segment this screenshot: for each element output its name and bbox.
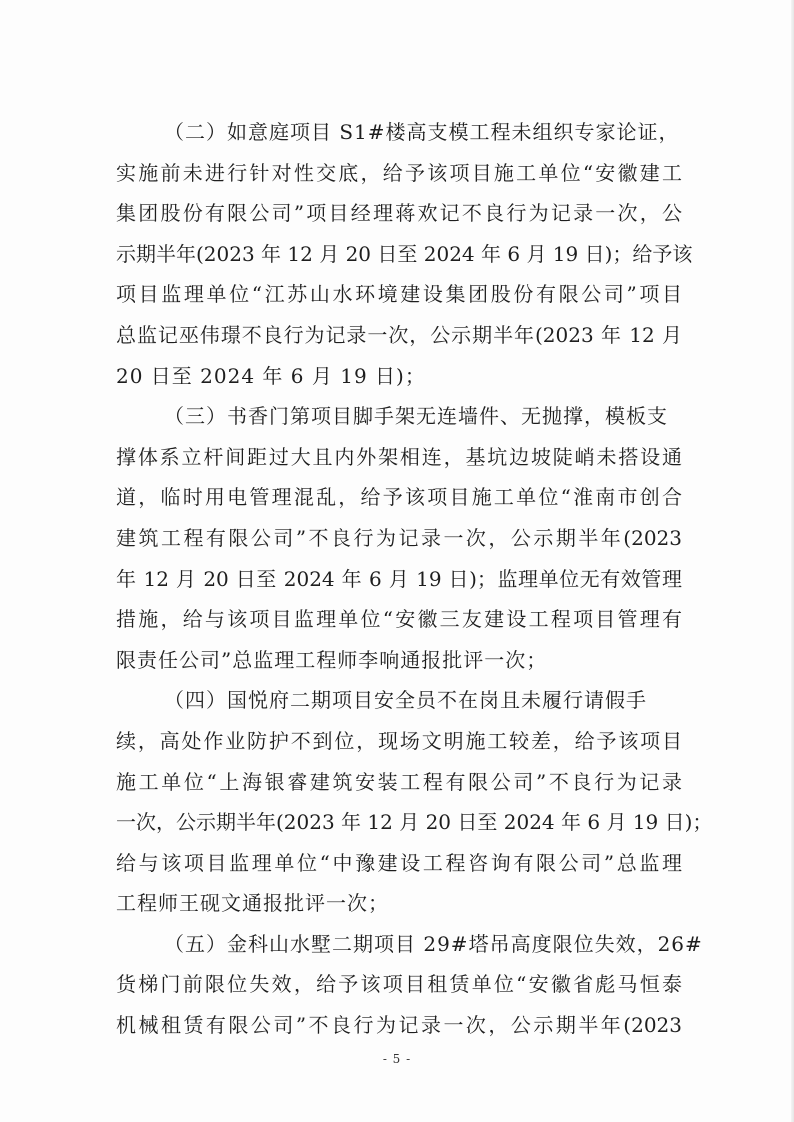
paragraph-2-line-6: 总监记巫伟璟不良行为记录一次，公示期半年(2023 年 12 月 <box>116 322 682 347</box>
paragraph-4-line-1: （四）国悦府二期项目安全员不在岗且未履行请假手 <box>164 688 647 713</box>
paragraph-3-line-3: 道，临时用电管理混乱，给予该项目施工单位“淮南市创合 <box>116 485 682 510</box>
paragraph-3-line-1: （三）书香门第项目脚手架无连墙件、无抛撑，模板支 <box>164 404 668 429</box>
paragraph-3-line-5: 年 12 月 20 日至 2024 年 6 月 19 日)；监理单位无有效管理 <box>116 566 682 591</box>
paragraph-2-line-2: 实施前未进行针对性交底，给予该项目施工单位“安徽建工 <box>116 160 682 185</box>
paragraph-4-line-5: 给与该项目监理单位“中豫建设工程咨询有限公司”总监理 <box>116 850 682 875</box>
paragraph-2-line-7: 20 日至 2024 年 6 月 19 日)； <box>116 363 426 388</box>
paragraph-2-line-1: （二）如意庭项目 S1#楼高支模工程未组织专家论证， <box>164 120 680 144</box>
paragraph-3-line-7: 限责任公司”总监理工程师李响通报批评一次； <box>116 647 548 672</box>
paragraph-4-line-6: 工程师王砚文通报批评一次； <box>116 891 389 916</box>
paragraph-5-line-2: 货梯门前限位失效，给予该项目租赁单位“安徽省彪马恒泰 <box>116 972 682 997</box>
paragraph-3-line-4: 建筑工程有限公司”不良行为记录一次，公示期半年(2023 <box>116 525 682 550</box>
paragraph-4-line-3: 施工单位“上海银睿建筑安装工程有限公司”不良行为记录 <box>116 769 682 794</box>
page-number: - 5 - <box>382 1052 412 1066</box>
paragraph-5-line-1: （五）金科山水墅二期项目 29#塔吊高度限位失效，26# <box>164 931 703 956</box>
paragraph-3-line-6: 措施，给与该项目监理单位“安徽三友建设工程项目管理有 <box>116 607 682 632</box>
body-text <box>116 112 713 1046</box>
paragraph-4-line-4: 一次，公示期半年(2023 年 12 月 20 日至 2024 年 6 月 19 日)； <box>116 810 713 835</box>
paragraph-4-line-2: 续，高处作业防护不到位，现场文明施工较差，给予该项目 <box>116 728 682 753</box>
paragraph-3-line-2: 撑体系立杆间距过大且内外架相连，基坑边坡陡峭未搭设通 <box>116 444 682 469</box>
paragraph-5-line-3: 机械租赁有限公司”不良行为记录一次，公示期半年(2023 <box>116 1013 682 1038</box>
paragraph-2-line-4: 示期半年(2023 年 12 月 20 日至 2024 年 6 月 19 日)；给予该 <box>116 241 693 266</box>
paragraph-2-line-3: 集团股份有限公司”项目经理蒋欢记不良行为记录一次，公 <box>116 201 682 226</box>
paragraph-2-line-5: 项目监理单位“江苏山水环境建设集团股份有限公司”项目 <box>116 282 682 307</box>
